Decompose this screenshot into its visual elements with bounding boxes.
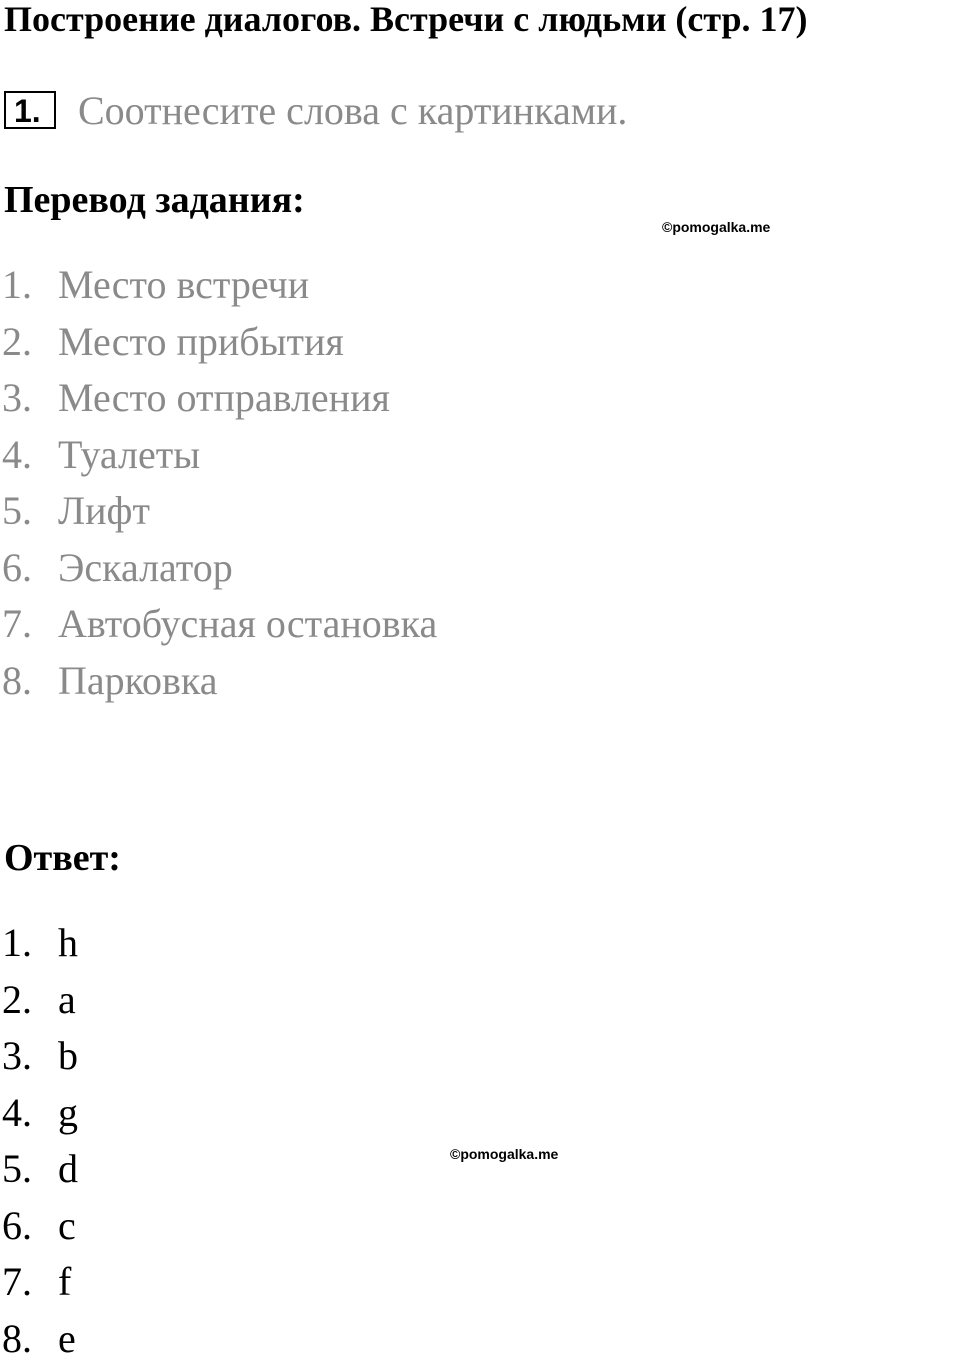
list-item: [2, 1141, 78, 1198]
list-item-text: c: [58, 1198, 76, 1254]
list-item: [2, 483, 437, 540]
list-item: [2, 1198, 78, 1255]
list-item: [2, 596, 437, 653]
list-item: [2, 915, 78, 972]
list-item-number: 5.: [2, 1141, 58, 1197]
translation-heading: Перевод задания:: [4, 178, 305, 222]
list-item: [2, 1254, 78, 1311]
watermark-bottom: ©pomogalka.me: [450, 1146, 558, 1162]
list-item: [2, 972, 78, 1029]
answer-heading: Ответ:: [4, 836, 121, 880]
list-item-text: h: [58, 915, 78, 971]
list-item-text: Парковка: [58, 653, 218, 709]
list-item: [2, 257, 437, 314]
list-item-number: 2.: [2, 972, 58, 1028]
list-item-number: 7.: [2, 1254, 58, 1310]
list-item: [2, 653, 437, 710]
list-item-text: Место прибытия: [58, 314, 344, 370]
list-item-text: e: [58, 1311, 76, 1367]
list-item: [2, 427, 437, 484]
list-item-number: 8.: [2, 1311, 58, 1367]
list-item-number: 5.: [2, 483, 58, 539]
list-item: [2, 1311, 78, 1367]
page-title: Построение диалогов. Встречи с людьми (стр. 17): [4, 0, 808, 44]
list-item-number: 6.: [2, 540, 58, 596]
list-item-text: Место встречи: [58, 257, 309, 313]
list-item-number: 1.: [2, 915, 58, 971]
task-text: Соотнесите слова с картинками.: [78, 87, 627, 134]
translation-list: [2, 257, 437, 709]
list-item-number: 3.: [2, 1028, 58, 1084]
answer-list: [2, 915, 78, 1367]
list-item-text: b: [58, 1028, 78, 1084]
list-item: [2, 1028, 78, 1085]
list-item-number: 6.: [2, 1198, 58, 1254]
list-item-text: Место отправления: [58, 370, 390, 426]
list-item-text: Эскалатор: [58, 540, 233, 596]
list-item-text: d: [58, 1141, 78, 1197]
list-item-number: 7.: [2, 596, 58, 652]
watermark-top: ©pomogalka.me: [662, 219, 770, 235]
list-item-number: 2.: [2, 314, 58, 370]
list-item-text: g: [58, 1085, 78, 1141]
list-item: [2, 370, 437, 427]
list-item-number: 8.: [2, 653, 58, 709]
list-item-number: 4.: [2, 427, 58, 483]
list-item-text: Лифт: [58, 483, 150, 539]
list-item-number: 3.: [2, 370, 58, 426]
list-item-text: Туалеты: [58, 427, 200, 483]
list-item-number: 4.: [2, 1085, 58, 1141]
list-item: [2, 314, 437, 371]
list-item: [2, 1085, 78, 1142]
list-item-text: Автобусная остановка: [58, 596, 437, 652]
list-item-text: f: [58, 1254, 71, 1310]
list-item-number: 1.: [2, 257, 58, 313]
list-item-text: a: [58, 972, 76, 1028]
task-row: [4, 86, 627, 134]
task-number-badge: 1.: [4, 91, 56, 129]
list-item: [2, 540, 437, 597]
